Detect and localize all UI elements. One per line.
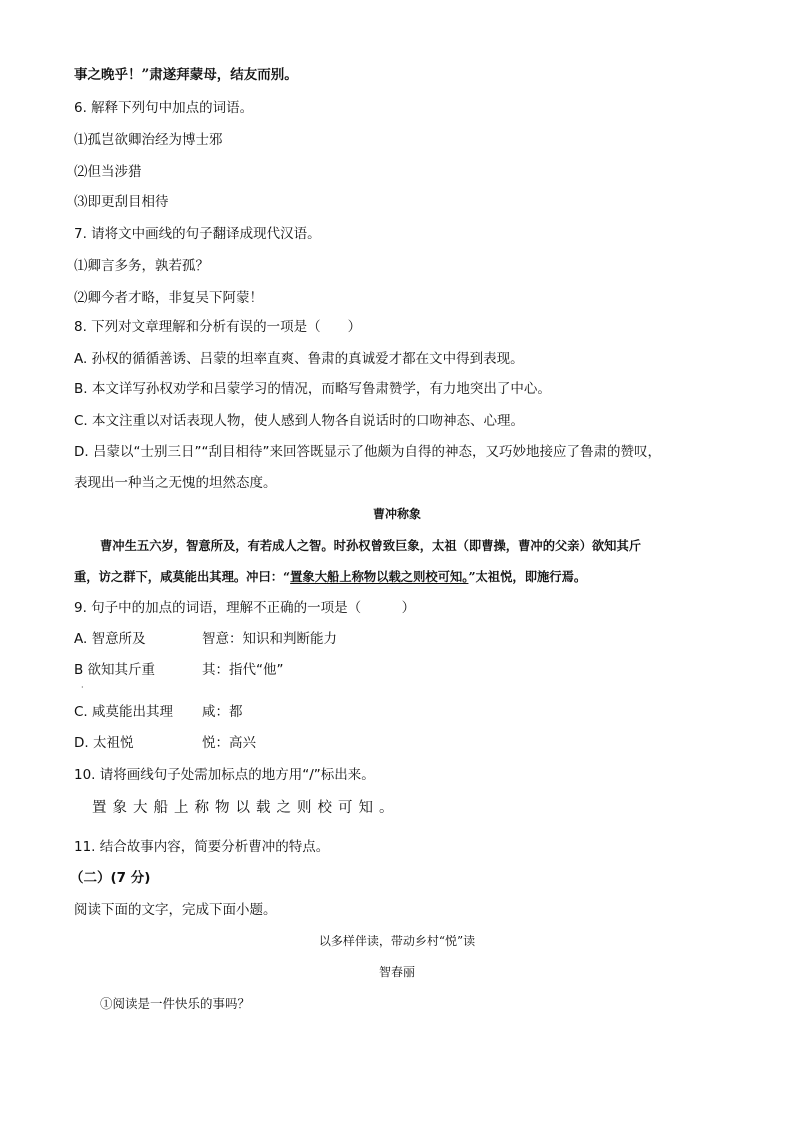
question-9-option-c [74, 703, 243, 721]
question-11-prompt: 11. 结合故事内容，简要分析曹冲的特点。 [74, 839, 330, 855]
stray-dot-mark: · [81, 683, 84, 692]
article-author: 智春丽 [378, 965, 415, 979]
story-title: 曹冲称象 [372, 507, 421, 521]
question-9-option-d [74, 734, 256, 752]
question-10-sentence: 置象大船上称物以载之则校可知。 [92, 800, 400, 816]
option-gloss: 咸：都 [202, 704, 243, 720]
question-7-item-1: ⑴卿言多务，孰若孤？ [74, 258, 209, 274]
question-8-option-a: A. 孙权的循循善诱、吕蒙的坦率直爽、鲁肃的真诚爱才都在文中得到表现。 [74, 351, 524, 367]
option-label: C. 咸莫能出其理 [74, 704, 174, 720]
article-paragraph-1: ①阅读是一件快乐的事吗？ [100, 996, 251, 1011]
question-7-item-2: ⑵卿今者才略，非复吴下阿蒙！ [74, 290, 263, 306]
article-title: 以多样伴读，带动乡村“悦”读 [318, 934, 476, 948]
question-8-option-d: D. 吕蒙以“士别三日”“刮目相待”来回答既显示了他颇为自得的神态，又巧妙地接应了鲁肃的赞叹， [74, 444, 661, 460]
question-10-prompt: 10. 请将画线句子处需加标点的地方用“/”标出来。 [74, 767, 375, 783]
story-text-after-quote: ”太祖悦，即施行焉。 [468, 569, 587, 584]
question-6-item-3: ⑶即更刮目相待 [74, 194, 169, 210]
question-8-option-c: C. 本文注重以对话表现人物，使人感到人物各自说话时的口吻神态、心理。 [74, 413, 525, 429]
question-7-prompt: 7. 请将文中画线的句子翻译成现代汉语。 [74, 226, 321, 242]
question-9-option-b [74, 661, 284, 679]
story-text-before-quote: 重，访之群下，咸莫能出其理。冲曰：“ [74, 569, 291, 584]
question-9-prompt: 9. 句子中的加点的词语，理解不正确的一项是（ ） [74, 600, 416, 616]
question-8-prompt: 8. 下列对文章理解和分析有误的一项是（ ） [74, 319, 362, 335]
option-label: B 欲知其斤重 [74, 662, 156, 678]
story-underlined-sentence: 置象大船上称物以载之则校可知。 [290, 569, 469, 584]
option-label: D. 太祖悦 [74, 735, 134, 751]
question-6-item-2: ⑵但当涉猎 [74, 164, 142, 180]
option-label: A. 智意所及 [74, 631, 146, 647]
section-2-heading: （二）(7 分) [70, 870, 151, 886]
story-paragraph-line-1: 曹冲生五六岁，智意所及，有若成人之智。时孙权曾致巨象，太祖（即曹操，曹冲的父亲）欲知其斤 [100, 538, 642, 553]
question-8-option-b: B. 本文详写孙权劝学和吕蒙学习的情况，而略写鲁肃赞学，有力地突出了中心。 [74, 381, 551, 397]
option-gloss: 智意：知识和判断能力 [202, 631, 337, 647]
question-6-item-1: ⑴孤岂欲卿治经为博士邪 [74, 132, 223, 148]
question-6-prompt: 6. 解释下列句中加点的词语。 [74, 100, 254, 116]
story-paragraph-line-2 [74, 568, 586, 586]
option-gloss: 其：指代“他” [202, 662, 284, 678]
passage-tail: 事之晚乎！”肃遂拜蒙母，结友而别。 [74, 67, 298, 83]
section-2-instruction: 阅读下面的文字，完成下面小题。 [74, 902, 277, 918]
question-8-option-d-continued: 表现出一种当之无愧的坦然态度。 [74, 475, 277, 491]
option-gloss: 悦：高兴 [202, 735, 256, 751]
question-9-option-a [74, 630, 337, 648]
